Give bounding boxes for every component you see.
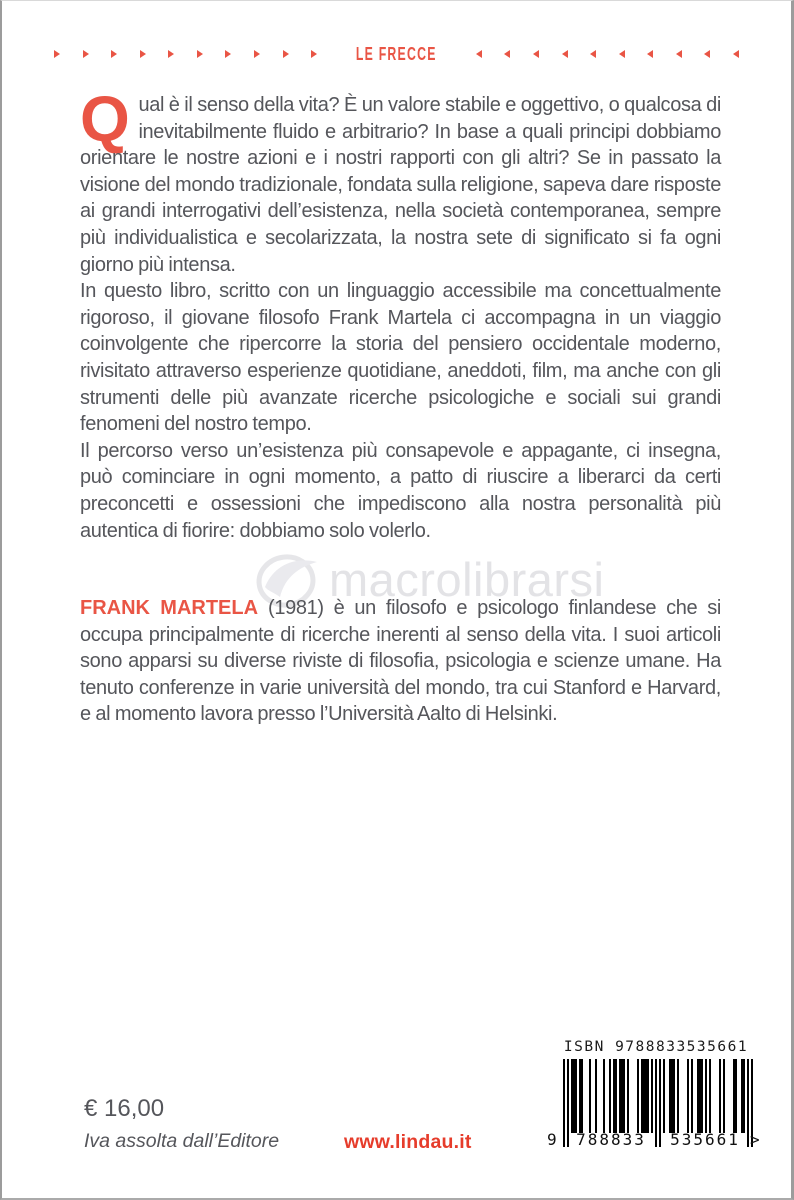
arrow-right-icon [283,50,289,58]
isbn-label: ISBN 9788833535661 [563,1039,749,1055]
synopsis-paragraph-3: Il percorso verso un’esistenza più consapevole e appagante, ci insegna, può cominciare in ogni momento, a patto di riuscire a liberarci da certi preconcetti e ossessioni che impediscono alla nostra personalità più autentica di fiorire: dobbiamo solo volerlo. [80,439,721,542]
author-name: FRANK MARTELA [80,597,259,619]
arrow-right-icon [83,50,89,58]
arrow-left-icon [533,50,539,58]
arrow-row-left [54,50,317,58]
arrow-left-icon [704,50,710,58]
synopsis-paragraph-1 [80,83,721,278]
author-bio-text: (1981) è un filosofo e psicologo finlandese che si occupa principalmente di ricerche inerenti al senso della vita. I suoi articoli sono apparsi su diverse riviste di filosofia, psicologia e scienze umane. Ha tenuto conferenze in varie università del mondo, tra cui Stanford e Harvard, e al momento lavora presso l’Università Aalto di Helsinki. [80,597,721,726]
arrow-left-icon [590,50,596,58]
arrow-right-icon [54,50,60,58]
synopsis-paragraph-1-text: ual è il senso della vita? È un valore stabile e oggettivo, o qualcosa di inevitabilmente fluido e arbitrario? In base a quali principi dobbiamo orientare le nostre azioni e i nostri rapporti con gli altri? Se in passato la visione del mondo tradizionale, fondata sulla religione, sapeva dare risposte ai grandi interrogativi dell’esistenza, nella società contemporanea, sempre più individualistica e secolarizzata, la nostra sete di significato si fa ogni giorno più intensa. [80,94,721,276]
author-bio [80,595,721,728]
arrow-right-icon [311,50,317,58]
barcode-block [547,1039,765,1151]
barcode-digit-end: > [750,1130,760,1149]
arrow-right-icon [197,50,203,58]
vat-note: Iva assolta dall’Editore [84,1130,280,1152]
arrow-row-right [476,50,739,58]
arrow-right-icon [254,50,260,58]
synopsis [80,83,721,544]
series-title: LE FRECCE [356,43,437,65]
watermark-text: macrolibrarsi [329,552,605,606]
arrow-left-icon [647,50,653,58]
arrow-left-icon [476,50,482,58]
barcode-digit-group1: 788833 [576,1130,646,1149]
arrow-left-icon [619,50,625,58]
arrow-left-icon [676,50,682,58]
arrow-left-icon [504,50,510,58]
barcode-digit-group2: 535661 [670,1130,740,1149]
barcode-digits [547,1130,760,1150]
series-header [54,45,739,63]
arrow-right-icon [168,50,174,58]
arrow-right-icon [140,50,146,58]
barcode-digit-first: 9 [547,1130,557,1149]
drop-cap: Q [80,83,130,155]
arrow-right-icon [111,50,117,58]
arrow-left-icon [562,50,568,58]
author-bio-paragraph [80,595,721,728]
arrow-right-icon [225,50,231,58]
price-label: € 16,00 [84,1095,165,1122]
publisher-website-link[interactable]: www.lindau.it [344,1131,472,1153]
arrow-left-icon [733,50,739,58]
synopsis-paragraph-2: In questo libro, scritto con un linguaggio accessibile ma concettualmente rigoroso, il giovane filosofo Frank Martela ci accompagna in un viaggio coinvolgente che ripercorre la storia del pensiero occidentale moderno, rivisitato attraverso esperienze quotidiane, aneddoti, film, ma anche con gli strumenti delle più avanzate ricerche psicologiche e sociali sui grandi fenomeni del nostro tempo. [80,280,721,436]
